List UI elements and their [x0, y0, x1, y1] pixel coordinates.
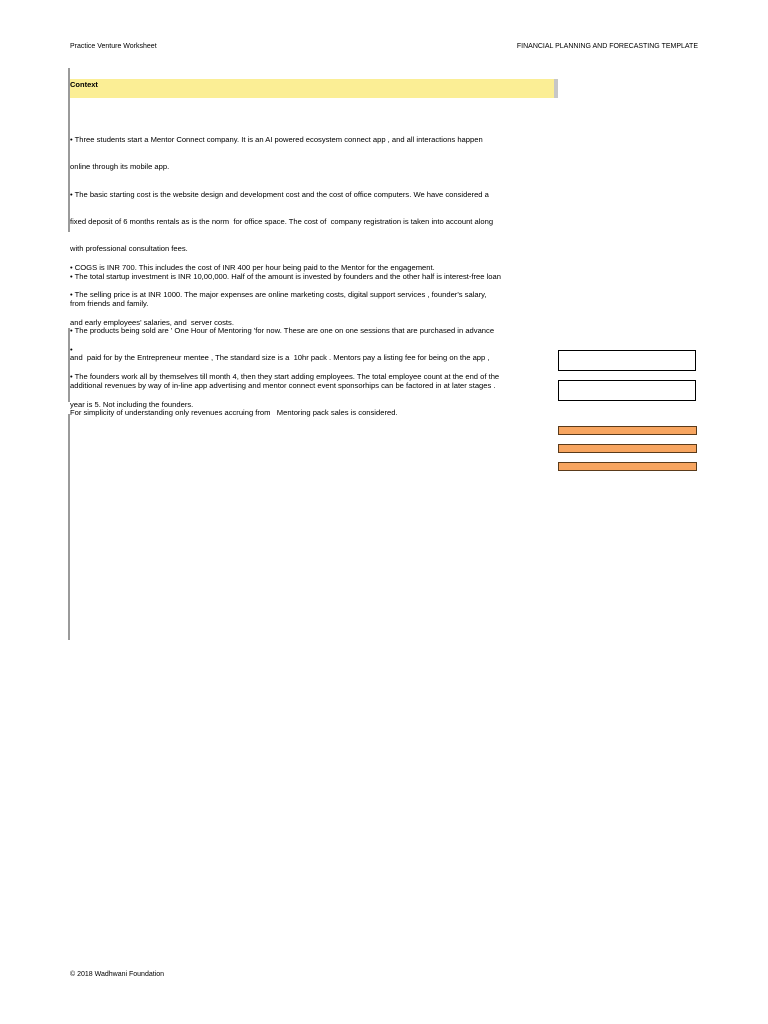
highlight-cell-3[interactable] [558, 462, 697, 471]
context-line: • The products being sold are ' One Hour of Mentoring 'for now. These are one on one sessions that are purchased in advance [70, 326, 495, 336]
context-line: • Three students start a Mentor Connect company. It is an AI powered ecosystem connect app , and all interactions happen [70, 135, 483, 145]
assumption-line: and early employees' salaries, and server costs. [70, 317, 234, 327]
context-title: Context [70, 80, 98, 89]
context-line: additional revenues by way of in-line app advertising and mentor connect event sponsorhips can be factored in at later stages . [70, 380, 496, 390]
assumption-line: year is 5. Not including the founders. [70, 399, 194, 409]
footer-copyright: © 2018 Wadhwani Foundation [70, 971, 165, 978]
context-line: from friends and family. [70, 298, 149, 308]
header-worksheet-title: Practice Venture Worksheet [70, 43, 157, 50]
assumption-line: • The founders work all by themselves till month 4, then they start adding employees. The total employee count at the end of the [70, 372, 500, 382]
context-line: and paid for by the Entrepreneur mentee , The standard size is a 10hr pack . Mentors pay a listing fee for being on the app , [70, 353, 490, 363]
context-line: fixed deposit of 6 months rentals as is the norm for office space. The cost of company registration is taken into account along [70, 217, 494, 227]
input-box-1[interactable] [558, 350, 696, 371]
header-template-title: FINANCIAL PLANNING AND FORECASTING TEMPLATE [516, 43, 698, 50]
context-line: • The total startup investment is INR 10,00,000. Half of the amount is invested by founders and the other half is interest-free loan [70, 271, 501, 281]
context-line: For simplicity of understanding only revenues accruing from Mentoring pack sales is considered. [70, 408, 398, 417]
assumption-line: • [70, 345, 73, 355]
highlight-cell-1[interactable] [558, 426, 697, 435]
context-line: online through its mobile app. [70, 162, 170, 172]
context-header-band [70, 79, 558, 98]
context-line: with professional consultation fees. [70, 244, 188, 254]
assumption-line: • COGS is INR 700. This includes the cost of INR 400 per hour being paid to the Mentor for the engagement. [70, 263, 435, 273]
highlight-cell-2[interactable] [558, 444, 697, 453]
assumption-line: • The selling price is at INR 1000. The major expenses are online marketing costs, digital support services , founder's salary, [70, 290, 487, 300]
section-divider-lower [68, 414, 70, 640]
input-box-2[interactable] [558, 380, 696, 401]
assumptions-paragraph [70, 245, 554, 418]
context-line: • The basic starting cost is the website design and development cost and the cost of office computers. We have considered a [70, 189, 489, 199]
